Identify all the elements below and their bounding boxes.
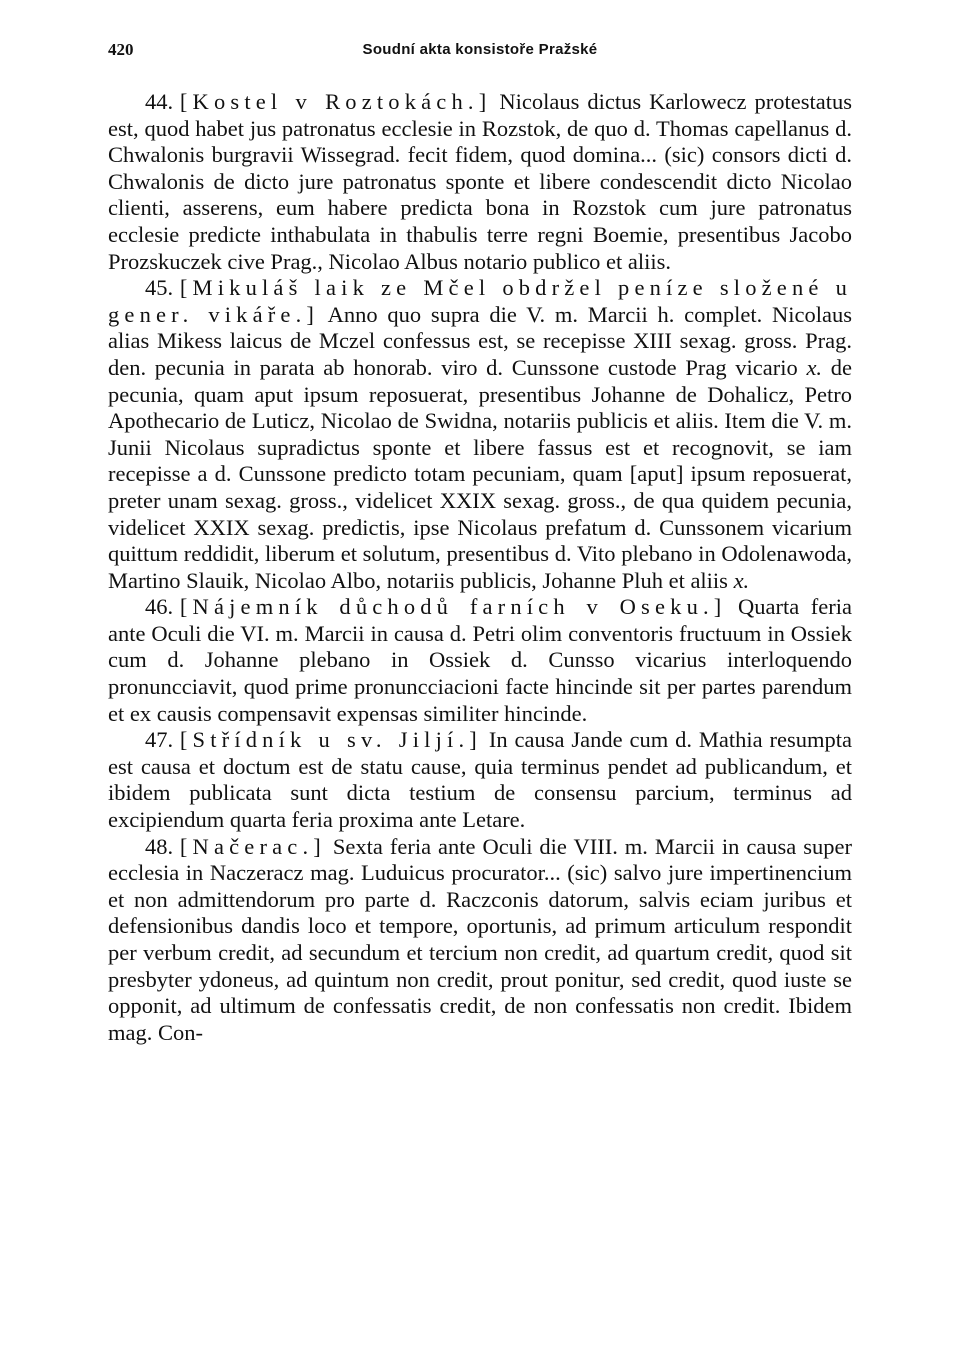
entry-44 bbox=[108, 89, 852, 275]
entry-text: de pecunia, quam aput ipsum reposuerat, presentibus Johanne de Dohalicz, Petro Apothecario de Luticz, Nicolao de Swidna, notariis publicis et aliis. Item die V. m. Junii Nicolaus supradictus sponte et libere fassus est et recognovit, se iam recepisse a d. Cunssone predicto totam pecuniam, quam [aput] ipsum reposuerat, preter unam sexag. gross., videlicet XXIX sexag. gross., de qua quidem pecunia, videlicet XXIX sexag. predictis, ipse Nicolaus prefatum d. Cunssonem vicarium quittum reddidit, liberum et solutum, presentibus d. Vito plebano in Odolenawoda, Martino Slauik, Nicolao Albo, notariis publicis, Johanne Pluh et aliis bbox=[108, 354, 852, 593]
entry-text: Quarta feria ante Oculi die VI. m. Marcii in causa d. Petri olim conventoris fructuum in Ossiek cum d. Johanne plebano in Ossiek d. Cunsso vicarius interloquendo pronuncciavit, quod prime pronuncciacioni facte hincinde sit per partes parendum et ex causis compensavit expensas similiter hincinde. bbox=[108, 594, 852, 726]
entry-47 bbox=[108, 727, 852, 833]
entry-heading: [Nájemník důchodů farních v Oseku.] bbox=[179, 594, 727, 620]
entry-heading: [Načerac.] bbox=[179, 833, 326, 859]
entry-heading: [Mikuláš laik ze Mčel obdržel peníze složené u gener. vikáře.] bbox=[108, 275, 852, 327]
entry-heading: [Střídník u sv. Jiljí.] bbox=[179, 727, 482, 753]
entry-46 bbox=[108, 594, 852, 727]
entry-heading: [Kostel v Roztokách.] bbox=[179, 89, 492, 114]
entry-number: 44. bbox=[145, 89, 174, 114]
entry-45 bbox=[108, 275, 852, 594]
entry-48 bbox=[108, 834, 852, 1047]
entry-text: Nicolaus dictus Karlowecz protestatus est, quod habet jus patronatus ecclesie in Rozstok, de quo d. Thomas capellanus d. Chwalonis burgravii Wissegrad. fecit fidem, quod domina... (sic) consors dicti d. Chwalonis de dicto jure patronatus sponte et libere condescendit dicto Nicolao clienti, asserens, eum habere predicta bona in Rozstok cum jure patronatus ecclesie predicte inthabulata in thabulis terre regni Boemie, presentibus Jacobo Prozskuczek cive Prag., Nicolao Albus notario publico et aliis. bbox=[108, 89, 852, 274]
entry-text: Sexta feria ante Oculi die VIII. m. Marcii in causa super ecclesia in Naczeracz mag. Luduicus procurator... (sic) salvo jure impertinencium et non admittendorum pro parte d. Raczconis datorum, salvis eciam juribus et defensionibus dandis loco et tempore, oportunis, ad primum articulum respondit per verbum credit, ad secundum et tercium non credit, ad quartum credit, quod sit presbyter ydoneus, ad quintum non credit, prout ponitur, sed credit, quod iuste se opponit, ad ultimum de confessatis credit, de non confessatis non credit. Ibidem mag. Con- bbox=[108, 833, 852, 1045]
entry-text: In causa Jande cum d. Mathia resumpta est causa et doctum est de statu cause, quia terminus pendet ad publicandum, et ibidem publicata sunt dicta testium de consensu parcium, terminus ad excipiendum quarta feria proxima ante Letare. bbox=[108, 727, 853, 833]
running-head bbox=[108, 38, 852, 62]
page-number: 420 bbox=[108, 40, 134, 59]
entry-number: 45. bbox=[145, 275, 174, 301]
body-text bbox=[108, 89, 852, 1046]
abbreviation-x: x. bbox=[733, 567, 750, 593]
entry-number: 47. bbox=[145, 727, 174, 753]
entry-number: 48. bbox=[145, 833, 174, 859]
entry-number: 46. bbox=[145, 594, 174, 620]
header-title: Soudní akta konsistoře Pražské bbox=[362, 41, 598, 58]
entry-text: Anno quo supra die V. m. Marcii h. complet. Nicolaus alias Mikess laicus de Mczel confessus est, se recepisse XIII sexag. gross. Prag. den. pecunia in parata ab honorab. viro d. Cunssone custode Prag vicario bbox=[108, 301, 853, 380]
abbreviation-x: x. bbox=[806, 354, 823, 380]
